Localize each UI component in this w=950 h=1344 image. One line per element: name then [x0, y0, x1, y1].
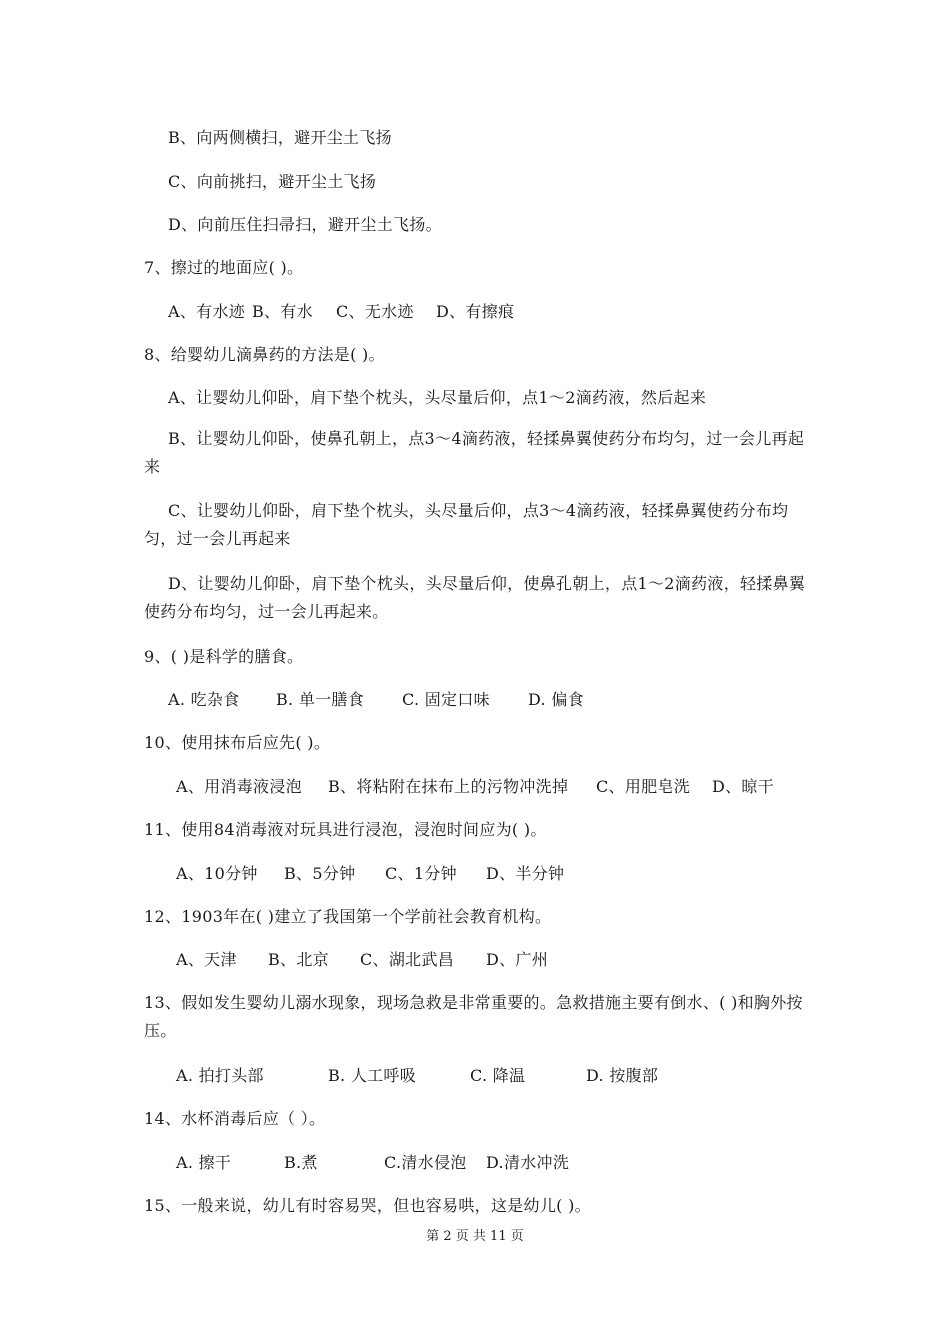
question-15: 15、一般来说，幼儿有时容易哭，但也容易哄，这是幼儿( )。 [144, 1196, 591, 1215]
question-7-options [168, 302, 514, 322]
question-12-options [176, 950, 548, 970]
question-8: 8、给婴幼儿滴鼻药的方法是( )。 [144, 345, 385, 364]
q6-option-d: D、向前压住扫帚扫，避开尘土飞扬。 [168, 215, 442, 234]
option-d: D.清水冲洗 [486, 1153, 570, 1172]
option-c: C. 固定口味 [402, 690, 490, 709]
question-11: 11、使用84消毒液对玩具进行浸泡，浸泡时间应为( )。 [144, 820, 547, 839]
option-c: C、湖北武昌 [360, 950, 455, 969]
option-a: A. 擦干 [176, 1153, 232, 1172]
option-b: B.煮 [284, 1153, 318, 1172]
option-d: D. 按腹部 [586, 1066, 659, 1085]
question-7: 7、擦过的地面应( )。 [144, 258, 304, 277]
option-a: A、用消毒液浸泡 [176, 777, 302, 796]
question-10-options [176, 777, 774, 797]
option-c: C. 降温 [470, 1066, 526, 1085]
question-8-option-c: C、让婴幼儿仰卧，肩下垫个枕头，头尽量后仰，点3～4滴药液，轻揉鼻翼使药分布均匀，过一会儿再起来 [144, 501, 789, 548]
q6-option-c: C、向前挑扫，避开尘土飞扬 [168, 172, 377, 191]
option-a: A. 吃杂食 [168, 690, 240, 709]
page-footer: 第 2 页 共 11 页 [426, 1229, 524, 1244]
option-a: A、10分钟 [176, 864, 258, 883]
option-c: C、用肥皂洗 [596, 777, 691, 796]
option-d: D、有擦痕 [436, 302, 515, 321]
option-b: B、有水 [252, 302, 313, 321]
option-d: D、半分钟 [486, 864, 565, 883]
question-10: 10、使用抹布后应先( )。 [144, 733, 331, 752]
option-d: D. 偏食 [528, 690, 584, 709]
option-a: A、天津 [176, 950, 237, 969]
option-b: B. 单一膳食 [276, 690, 365, 709]
option-c: C、1分钟 [385, 864, 457, 883]
option-c: C、无水迹 [336, 302, 414, 321]
question-14: 14、水杯消毒后应（ ）。 [144, 1109, 326, 1128]
q6-option-b: B、向两侧横扫，避开尘土飞扬 [168, 128, 392, 147]
question-13-options [176, 1066, 658, 1086]
question-9: 9、( )是科学的膳食。 [144, 647, 304, 666]
option-a: A. 拍打头部 [176, 1066, 264, 1085]
question-8-option-b: B、让婴幼儿仰卧，使鼻孔朝上，点3～4滴药液，轻揉鼻翼使药分布均匀，过一会儿再起来 [144, 429, 805, 476]
option-a: A、有水迹 [168, 302, 246, 321]
option-b: B、5分钟 [284, 864, 356, 883]
option-b: B、北京 [268, 950, 329, 969]
question-8-option-a: A、让婴幼儿仰卧，肩下垫个枕头，头尽量后仰，点1～2滴药液，然后起来 [168, 388, 707, 407]
option-d: D、晾干 [712, 777, 775, 796]
question-13: 13、假如发生婴幼儿溺水现象，现场急救是非常重要的。急救措施主要有倒水、( )和胸外按压。 [144, 993, 803, 1040]
option-c: C.清水侵泡 [384, 1153, 467, 1172]
question-11-options [176, 864, 564, 884]
option-b: B、将粘附在抹布上的污物冲洗掉 [328, 777, 569, 796]
question-14-options [176, 1153, 569, 1173]
question-12: 12、1903年在( )建立了我国第一个学前社会教育机构。 [144, 907, 552, 926]
question-8-option-d: D、让婴幼儿仰卧，肩下垫个枕头，头尽量后仰，使鼻孔朝上，点1～2滴药液，轻揉鼻翼使药分布均匀，过一会儿再起来。 [144, 574, 806, 621]
option-d: D、广州 [486, 950, 549, 969]
option-b: B. 人工呼吸 [328, 1066, 417, 1085]
question-9-options [168, 690, 584, 710]
